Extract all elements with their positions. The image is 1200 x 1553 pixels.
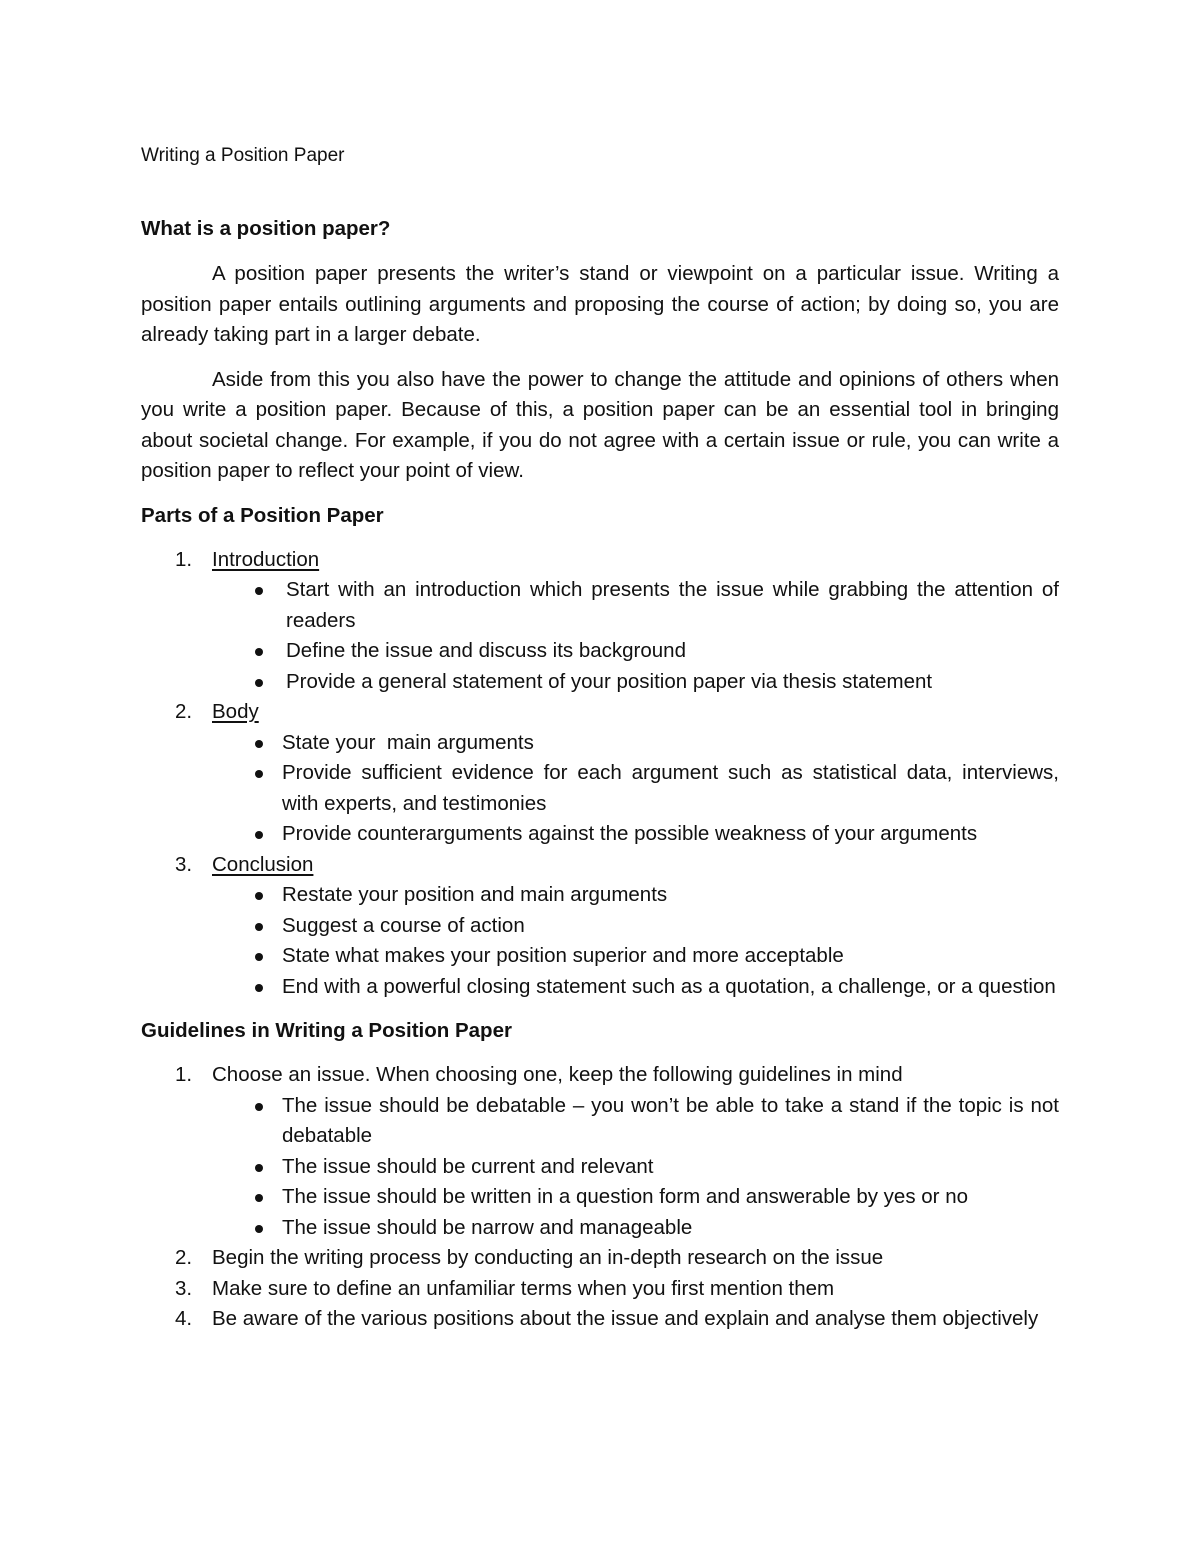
parts-list [141, 545, 1059, 1003]
list-item-conclusion [141, 850, 1059, 1003]
list-number: 1. [175, 1063, 193, 1086]
bullet-text: State what makes your position superior and more acceptable [282, 944, 844, 967]
list-number: 3. [175, 852, 193, 876]
list-item [212, 941, 1059, 972]
list-item [212, 1213, 1059, 1244]
list-item [212, 758, 1059, 819]
guideline-text: Be aware of the various positions about the issue and explain and analyse them objectively [212, 1307, 1039, 1330]
list-item [212, 1182, 1059, 1213]
list-item [212, 575, 1059, 636]
heading-parts-of-position-paper: Parts of a Position Paper [141, 503, 384, 527]
list-item [212, 819, 1059, 850]
document-title: Writing a Position Paper [141, 145, 345, 166]
bullet-text: Provide a general statement of your position paper via thesis statement [286, 669, 933, 693]
document-body [141, 141, 1059, 1335]
list-number: 2. [175, 1246, 193, 1269]
guideline-text: Begin the writing process by conducting an in-depth research on the issue [212, 1246, 884, 1269]
bullet-text: The issue should be narrow and manageable [282, 1215, 693, 1239]
list-item-choose-issue [141, 1060, 1059, 1243]
list-item [212, 880, 1059, 911]
bullet-text: State your main arguments [282, 730, 534, 754]
bullet-icon [255, 1164, 263, 1172]
list-item [212, 911, 1059, 942]
list-number: 2. [175, 700, 193, 723]
body-bullets [212, 728, 1059, 850]
list-item-be-aware [141, 1304, 1059, 1335]
bullet-icon [255, 984, 263, 992]
list-item-define-terms [141, 1274, 1059, 1305]
guideline-text: Choose an issue. When choosing one, keep the following guidelines in mind [212, 1063, 903, 1086]
part-label-conclusion: Conclusion [212, 852, 314, 876]
paragraph-power-to-change: Aside from this you also have the power to change the attitude and opinions of others when you write a position paper. Because of this, a position paper can be an essential tool in bringing about societal change. For example, if you do not agree with a certain issue or rule, you can write a position paper to reflect your point of view. [141, 367, 1059, 482]
list-item-body [141, 697, 1059, 850]
bullet-text: Define the issue and discuss its background [286, 639, 686, 662]
list-item-introduction [141, 545, 1059, 698]
bullet-icon [255, 953, 263, 961]
list-number: 1. [175, 547, 193, 571]
bullet-icon [255, 648, 263, 656]
paragraph-definition: A position paper presents the writer’s stand or viewpoint on a particular issue. Writing a position paper entails outlining arguments and proposing the course of action; by doing so, you are already taking part in a larger debate. [141, 262, 1059, 346]
bullet-icon [255, 923, 263, 931]
bullet-text: Suggest a course of action [282, 913, 525, 937]
bullet-icon [255, 587, 263, 595]
bullet-icon [255, 1103, 263, 1111]
heading-guidelines: Guidelines in Writing a Position Paper [141, 1019, 512, 1042]
conclusion-bullets [212, 880, 1059, 1002]
bullet-text: Provide sufficient evidence for each argument such as statistical data, interviews, with experts, and testimonies [282, 761, 1059, 815]
heading-what-is-position-paper: What is a position paper? [141, 217, 391, 240]
list-item-research [141, 1243, 1059, 1274]
list-item [212, 1152, 1059, 1183]
bullet-icon [255, 1225, 263, 1233]
list-item [212, 972, 1059, 1003]
guidelines-list [141, 1060, 1059, 1335]
bullet-icon [255, 1194, 263, 1202]
list-item [212, 636, 1059, 667]
guideline-text: Make sure to define an unfamiliar terms when you first mention them [212, 1276, 835, 1300]
bullet-icon [255, 831, 263, 839]
list-item [212, 728, 1059, 759]
introduction-bullets [212, 575, 1059, 697]
bullet-text: Restate your position and main arguments [282, 883, 668, 906]
list-item [212, 667, 1059, 698]
list-number: 3. [175, 1276, 193, 1300]
bullet-text: End with a powerful closing statement such as a quotation, a challenge, or a question [282, 974, 1056, 998]
bullet-text: Start with an introduction which presents the issue while grabbing the attention of readers [286, 578, 1059, 632]
bullet-text: The issue should be debatable – you won’t be able to take a stand if the topic is not debatable [282, 1093, 1059, 1147]
list-number: 4. [175, 1307, 193, 1330]
bullet-text: The issue should be current and relevant [282, 1154, 654, 1178]
bullet-icon [255, 740, 263, 748]
choose-issue-bullets [212, 1091, 1059, 1244]
part-label-introduction: Introduction [212, 547, 320, 571]
bullet-text: Provide counterarguments against the possible weakness of your arguments [282, 822, 978, 845]
bullet-icon [255, 770, 263, 778]
part-label-body: Body [212, 700, 259, 723]
bullet-icon [255, 892, 263, 900]
bullet-text: The issue should be written in a question form and answerable by yes or no [282, 1185, 968, 1208]
list-item [212, 1091, 1059, 1152]
bullet-icon [255, 679, 263, 687]
